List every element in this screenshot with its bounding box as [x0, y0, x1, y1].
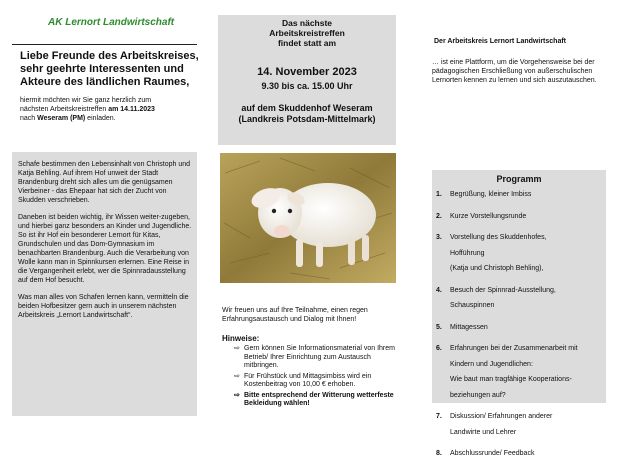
- hints-title: Hinweise:: [222, 334, 260, 343]
- event-date: 14. November 2023: [257, 66, 357, 78]
- program-item-line: Besuch der Spinnrad-Ausstellung,: [450, 286, 556, 294]
- event-time: 9.30 bis ca. 15.00 Uhr: [261, 81, 353, 91]
- program-item-line: Hofführung: [450, 249, 485, 257]
- program-item-line: Erfahrungen bei der Zusammenarbeit mit: [450, 345, 578, 352]
- program-item-number: 2.: [436, 212, 442, 220]
- program-item-number: 3.: [436, 234, 442, 241]
- info-box-text: [18, 160, 196, 328]
- info-paragraph: Schafe bestimmen den Lebensinhalt von Christoph und Katja Behling. Auf ihrem Hof unweit der Stadt Brandenburg dreht sich alles um die genügsamen Vierbeiner - das Ehepaar hat sich der Zucht von Skudden verschrieben.: [18, 161, 190, 204]
- program-item-text: [450, 449, 534, 465]
- info-paragraph: Was man alles von Schafen lernen kann, vermitteln die beiden Hofbesitzer gern auch in unserem nächsten Arbeitskreis „Lernort Landwirtschaft“.: [18, 294, 189, 319]
- event-place: [218, 103, 396, 125]
- intro-text: [20, 96, 210, 123]
- program-item: [436, 212, 606, 228]
- program-item-number: 7.: [436, 413, 442, 420]
- program-item-line: Schauspinnen: [450, 302, 495, 309]
- program-item: [436, 449, 606, 465]
- program-item-text: [450, 412, 552, 443]
- program-item: [436, 344, 606, 406]
- left-title: AK Lernort Landwirtschaft: [48, 17, 175, 28]
- program-item-line: Mittagessen: [450, 323, 488, 331]
- program-item-text: [450, 286, 556, 317]
- program-item-line: Wie baut man tragfähige Kooperations-: [450, 376, 572, 383]
- greeting: [20, 50, 210, 89]
- program-title: Programm: [496, 174, 542, 184]
- program-item-line: Diskussion/ Erfahrungen anderer: [450, 413, 553, 420]
- program-item-line: Landwirte und Lehrer: [450, 428, 517, 436]
- intro-text-part: nach: [20, 115, 38, 122]
- intro-line: hiermit möchten wir Sie ganz herzlich zum: [20, 97, 152, 104]
- place-line: auf dem Skuddenhof Weseram: [241, 103, 373, 113]
- greeting-line: Akteure des ländlichen Raumes,: [20, 76, 190, 88]
- heading-line: Das nächste: [281, 18, 333, 28]
- program-item: [436, 286, 606, 317]
- heading-line: Arbeitskreistreffen: [269, 28, 345, 38]
- intro-place: Weseram (PM): [37, 115, 86, 122]
- program-item-number: 5.: [436, 323, 442, 331]
- invite-text: Wir freuen uns auf Ihre Teilnahme, einen regen Erfahrungsaustausch und Dialog mit Ihnen!: [222, 307, 368, 323]
- program-item-text: [450, 344, 578, 406]
- hint-text: Bitte entsprechend der Witterung wetterfeste Bekleidung wählen!: [244, 391, 394, 407]
- right-title: Der Arbeitskreis Lernort Landwirtschaft: [434, 38, 566, 45]
- right-description: … ist eine Plattform, um die Vorgehensweise bei der pädagogischen Erschließung von außerschulischen Lernorten kennen zu lernen und sich auszutauschen.: [432, 59, 597, 84]
- program-item-text: [450, 212, 526, 228]
- hint-item: [222, 373, 402, 390]
- intro-line: [20, 114, 210, 123]
- intro-date: am 14.11.2023: [108, 106, 155, 113]
- lamb-photo: [220, 153, 396, 283]
- arrow-icon: ⇨: [234, 372, 240, 380]
- hint-text: Für Frühstück und Mittagsimbiss wird ein Kostenbeitrag von 10,00 € erhoben.: [244, 372, 372, 388]
- info-paragraph: Daneben ist beiden wichtig, ihr Wissen weiter-zugeben, und hierbei ganz besonders an Kinder und Jugendliche. So ist ihr Hof ein besonderer Lernort für Kitas, Grundschulen und das Dom-Gymnasium im benachbarten Brandenburg. Auch die Verarbeitung von Wolle kann man in Spinnkursen erlernen. Eine Reise in die Vergangenheit erlebt, wer die Spinnradausstellung auf dem Hof besucht.: [18, 214, 192, 284]
- program-item-line: Begrüßung, kleiner Imbiss: [450, 191, 532, 198]
- place-line: (Landkreis Potsdam-Mittelmark): [238, 114, 376, 124]
- program-item-line: Kurze Vorstellungsrunde: [450, 212, 527, 220]
- divider: [12, 44, 197, 45]
- program-item-line: (Katja und Christoph Behling),: [450, 265, 544, 272]
- hint-text: Gern können Sie Informationsmaterial von Ihrem Betrieb/ Ihrer Einrichtung zum Austausch mitbringen.: [244, 345, 395, 369]
- program-item-line: Kindern und Jugendlichen:: [450, 360, 533, 368]
- program-item: [436, 412, 606, 443]
- greeting-line: Liebe Freunde des Arbeitskreises,: [20, 50, 199, 62]
- program-item-text: [450, 233, 547, 280]
- program-item-line: beziehungen auf?: [450, 391, 506, 399]
- intro-text-part: einladen.: [85, 115, 116, 122]
- heading-line: findet statt am: [277, 38, 337, 48]
- program-item: [436, 323, 606, 339]
- hint-item: [222, 345, 402, 371]
- intro-text-part: nächsten Arbeitskreistreffen: [20, 106, 109, 113]
- program-item-number: 6.: [436, 345, 442, 352]
- program-item: [436, 190, 606, 206]
- date-box-heading: [218, 18, 396, 48]
- program-item-line: Abschlussrunde/ Feedback: [450, 450, 535, 457]
- program-item-text: [450, 323, 488, 339]
- program-item-number: 4.: [436, 286, 442, 294]
- hint-item: [222, 392, 402, 409]
- program-item-number: 1.: [436, 191, 442, 198]
- program-item-text: [450, 190, 531, 206]
- arrow-icon: ⇨: [234, 391, 240, 399]
- program-item: [436, 233, 606, 280]
- program-item-number: 8.: [436, 450, 442, 457]
- greeting-line: sehr geehrte Interessenten und: [20, 63, 184, 75]
- program-item-line: Vorstellung des Skuddenhofes,: [450, 234, 547, 241]
- intro-line: [20, 105, 210, 114]
- hints-list: [222, 345, 402, 411]
- arrow-icon: ⇨: [234, 345, 240, 352]
- program-list: [436, 190, 606, 471]
